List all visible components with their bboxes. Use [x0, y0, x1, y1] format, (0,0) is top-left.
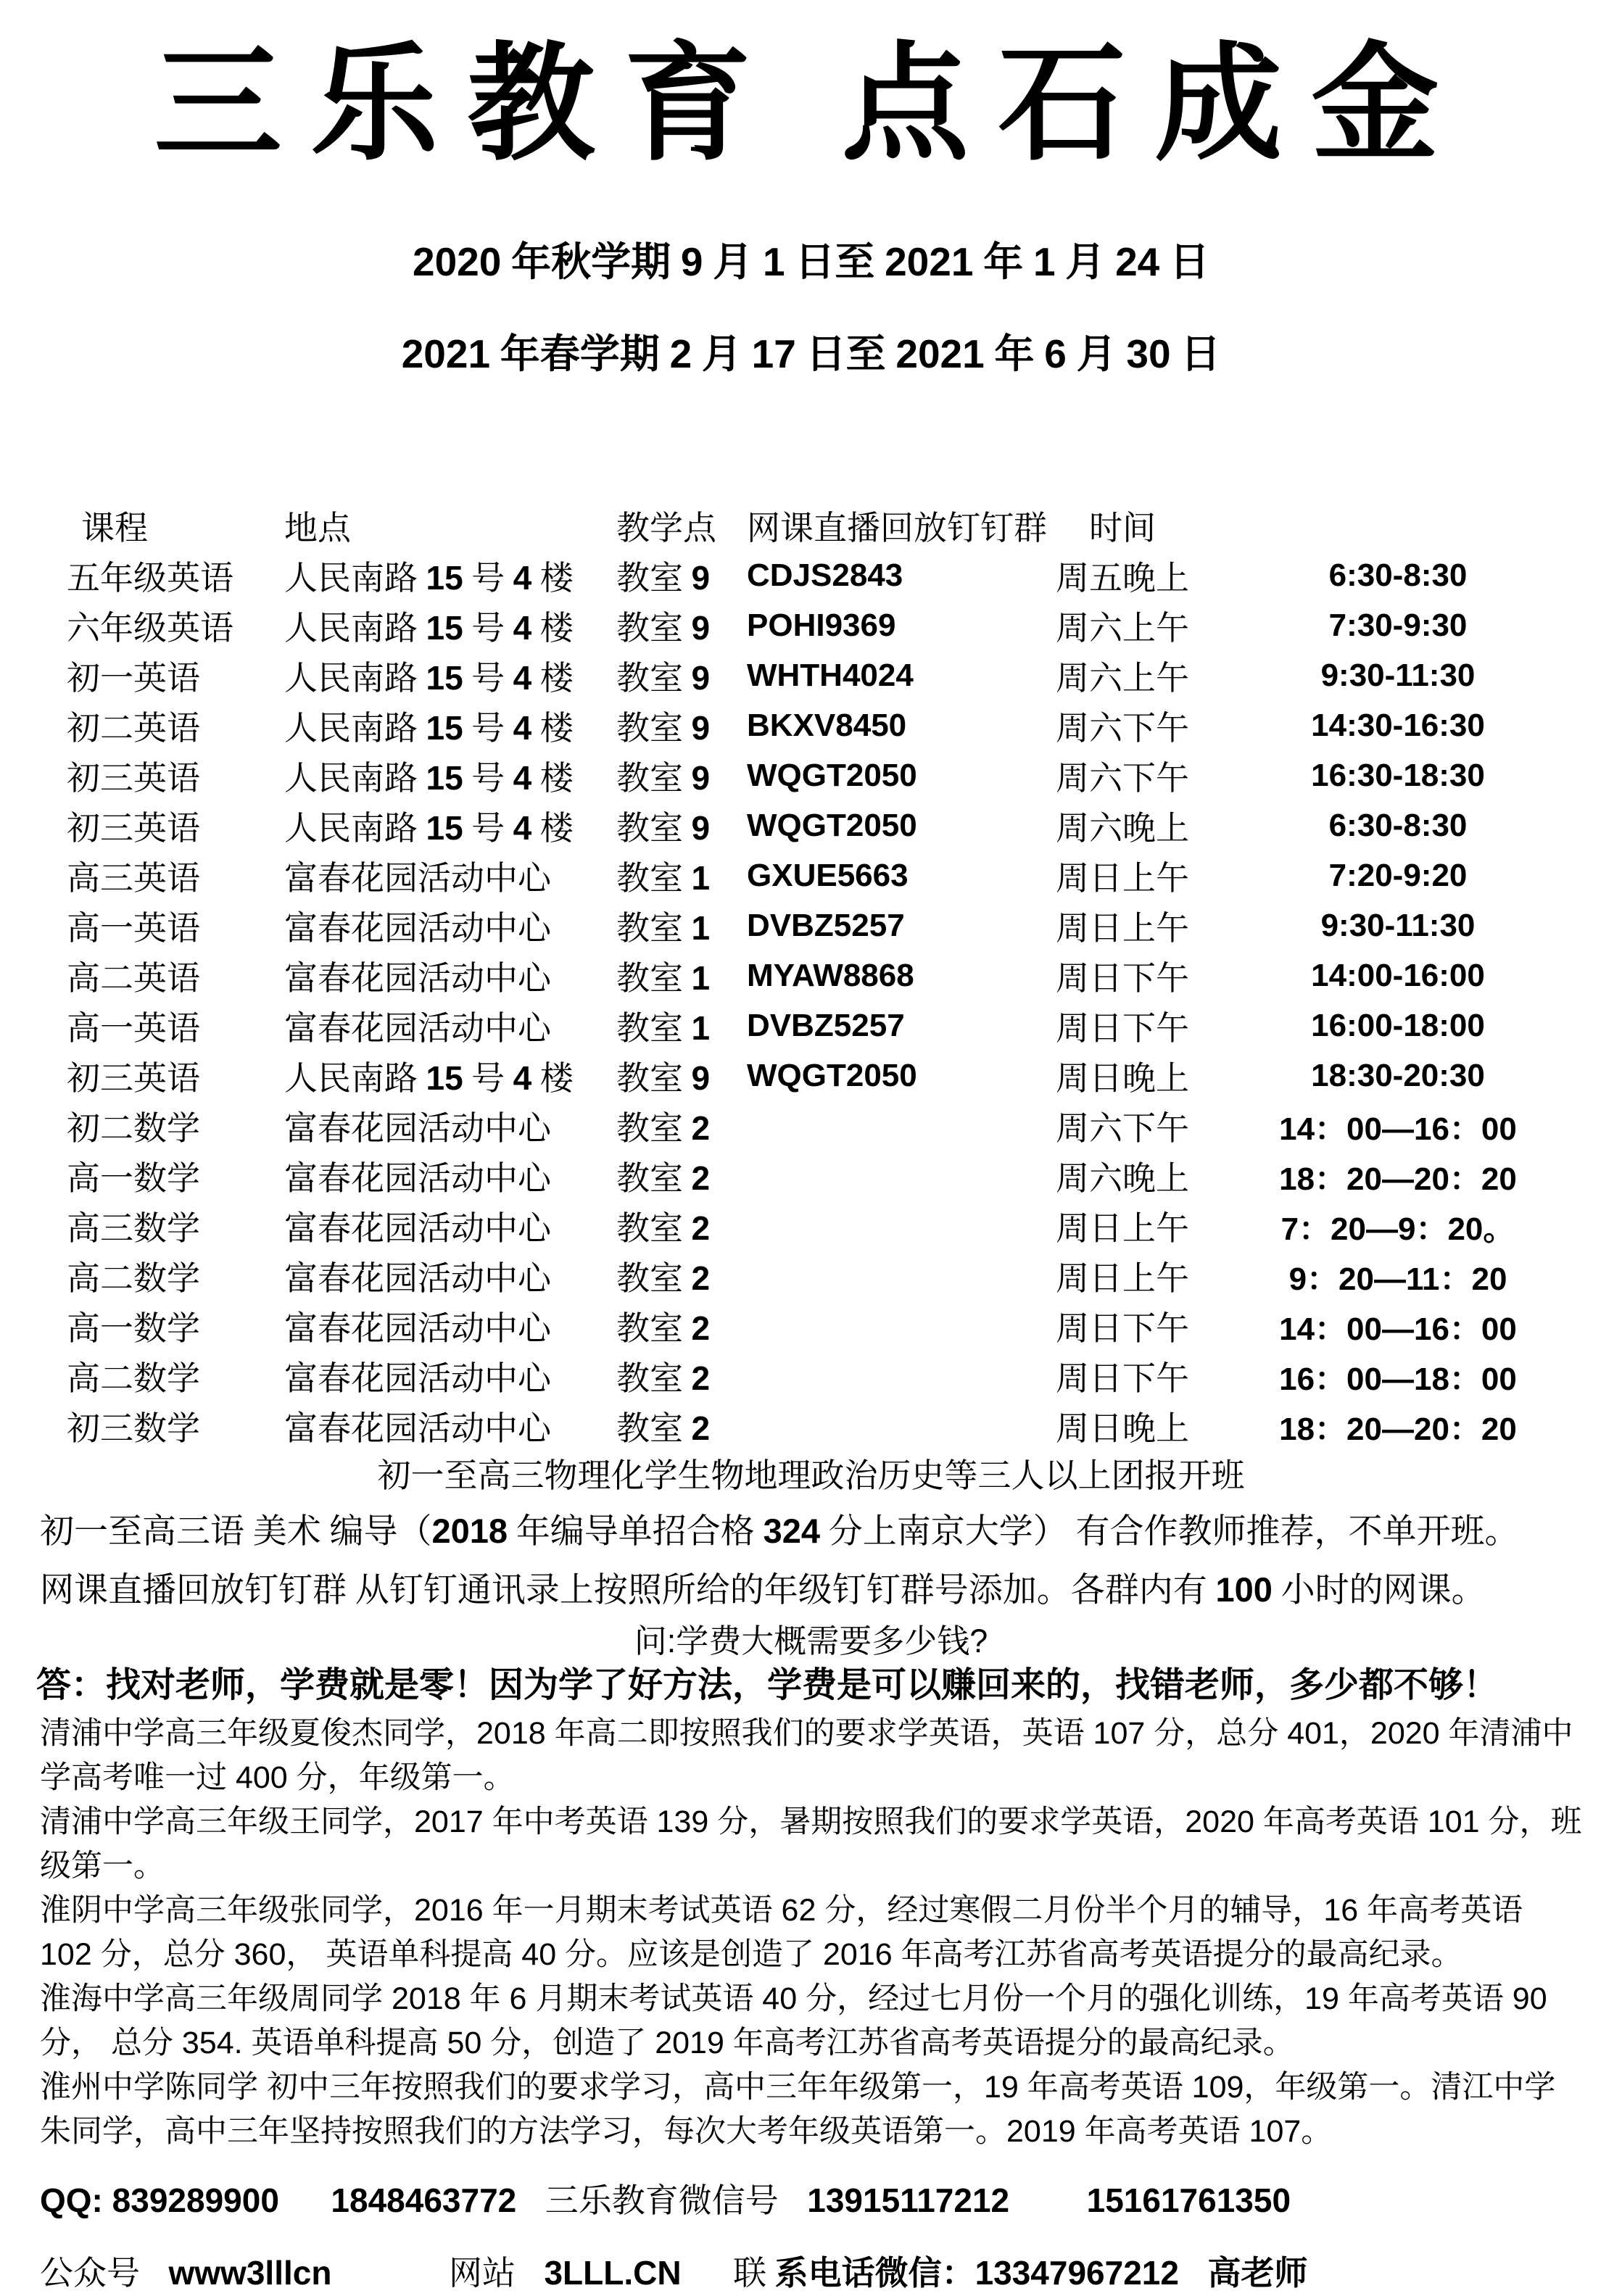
- semester-dates: [0, 216, 1622, 400]
- cell-classroom: 教室 2: [616, 1259, 711, 1297]
- semester-spring-line: 2021 年春学期 2 月 17 日至 2021 年 6 月 30 日: [401, 331, 1221, 376]
- cell-location: 人民南路 15 号 4 楼: [284, 658, 574, 697]
- schedule-table: [41, 500, 1557, 1451]
- website-url: 3LLL.CN: [544, 2254, 682, 2292]
- schedule-row: [41, 850, 1557, 900]
- schedule-row: [41, 1301, 1557, 1351]
- cell-course: 六年级英语: [67, 609, 233, 647]
- cell-dingtalk-group: [747, 1401, 1006, 1451]
- wechat-phone-2: 15161761350: [1086, 2181, 1291, 2219]
- cell-classroom: 教室 2: [616, 1159, 711, 1197]
- schedule-row: [41, 650, 1557, 700]
- cell-dingtalk-group: CDJS2843: [747, 557, 903, 593]
- cell-classroom: 教室 1: [616, 1008, 711, 1047]
- cell-location: 人民南路 15 号 4 楼: [284, 608, 574, 647]
- cell-day: 周日下午: [1056, 959, 1189, 997]
- schedule-body: [41, 550, 1557, 1451]
- cell-course: 五年级英语: [67, 559, 233, 597]
- cell-course: 初三数学: [67, 1409, 200, 1447]
- cell-classroom: 教室 9: [616, 758, 711, 797]
- schedule-row: [41, 750, 1557, 800]
- cell-location: 富春花园活动中心: [284, 1109, 551, 1147]
- schedule-row: [41, 550, 1557, 600]
- cell-dingtalk-group: WQGT2050: [747, 807, 917, 843]
- cell-location: 人民南路 15 号 4 楼: [284, 1058, 574, 1097]
- wechat-phone-1: 13915117212: [807, 2181, 1010, 2219]
- cell-dingtalk-group: WQGT2050: [747, 757, 917, 793]
- cell-dingtalk-group: MYAW8868: [747, 957, 914, 993]
- footer-website-line: [40, 2247, 1582, 2295]
- cell-day: 周日晚上: [1056, 1059, 1189, 1097]
- cell-course: 高三数学: [67, 1209, 200, 1247]
- cell-day: 周六上午: [1056, 659, 1189, 697]
- cell-dingtalk-group: [747, 1101, 1006, 1151]
- schedule-row: [41, 600, 1557, 650]
- cell-time: 14：00—16：00: [1279, 1111, 1517, 1147]
- cell-time: 18：20—20：20: [1279, 1411, 1517, 1447]
- cell-time: 6:30-8:30: [1328, 557, 1468, 593]
- cell-day: 周日晚上: [1056, 1409, 1189, 1447]
- cell-classroom: 教室 9: [616, 558, 711, 597]
- testimonial-wang: 清浦中学高三年级王同学，2017 年中考英语 139 分，暑期按照我们的要求学英语，2020 年高考英语 101 分，班级第一。: [40, 1804, 1582, 1883]
- col-header-time-range: [1238, 500, 1557, 550]
- cell-time: 16:00-18:00: [1311, 1007, 1485, 1043]
- cell-dingtalk-group: BKXV8450: [747, 707, 907, 743]
- group-enroll-note: 初一至高三物理化学生物地理政治历史等三人以上团报开班: [377, 1457, 1245, 1494]
- cell-location: 富春花园活动中心: [284, 1309, 551, 1347]
- col-header-time: 时间: [1089, 509, 1156, 547]
- schedule-row: [41, 1401, 1557, 1451]
- cell-day: 周日上午: [1056, 859, 1189, 897]
- col-header-course: 课程: [81, 509, 148, 547]
- contact-phone-wechat: 系电话微信：13347967212: [774, 2254, 1179, 2292]
- cell-course: 初三英语: [67, 1059, 200, 1097]
- teacher-name: 高老师: [1207, 2254, 1308, 2292]
- cell-dingtalk-group: GXUE5663: [747, 857, 909, 893]
- cell-classroom: 教室 1: [616, 908, 711, 947]
- cell-day: 周六下午: [1056, 709, 1189, 747]
- cell-course: 高一数学: [67, 1159, 200, 1197]
- cell-course: 初二数学: [67, 1109, 200, 1147]
- cell-day: 周日上午: [1056, 909, 1189, 947]
- cell-dingtalk-group: WHTH4024: [747, 657, 914, 693]
- cell-day: 周六下午: [1056, 759, 1189, 797]
- wechat-label: 三乐教育微信号: [545, 2182, 779, 2219]
- cell-course: 高一数学: [67, 1309, 200, 1347]
- schedule-row: [41, 900, 1557, 950]
- schedule-row: [41, 950, 1557, 1000]
- cell-classroom: 教室 1: [616, 958, 711, 997]
- cell-classroom: 教室 2: [616, 1359, 711, 1397]
- official-account-label: 公众号: [40, 2255, 140, 2292]
- cell-classroom: 教室 1: [616, 858, 711, 897]
- col-header-group: 网课直播回放钉钉群: [747, 509, 1047, 547]
- cell-dingtalk-group: [747, 1201, 1006, 1251]
- cell-time: 14:00-16:00: [1311, 957, 1485, 993]
- cell-time: 16:30-18:30: [1311, 757, 1485, 793]
- cell-day: 周日下午: [1056, 1309, 1189, 1347]
- cell-time: 18:30-20:30: [1311, 1057, 1485, 1093]
- cell-location: 人民南路 15 号 4 楼: [284, 758, 574, 797]
- cell-course: 高二数学: [67, 1359, 200, 1397]
- tuition-question: 问:学费大概需要多少钱?: [634, 1622, 988, 1659]
- cell-location: 富春花园活动中心: [284, 1409, 551, 1447]
- cell-time: 14:30-16:30: [1311, 707, 1485, 743]
- cell-course: 初三英语: [67, 809, 200, 847]
- cell-location: 人民南路 15 号 4 楼: [284, 558, 574, 597]
- cell-location: 富春花园活动中心: [284, 909, 551, 947]
- official-account-id: www3lllcn: [168, 2254, 332, 2292]
- cell-classroom: 教室 9: [616, 708, 711, 747]
- cell-location: 富春花园活动中心: [284, 1259, 551, 1297]
- schedule-header-row: [41, 500, 1557, 550]
- art-course-note: 初一至高三语 美术 编导（2018 年编导单招合格 324 分上南京大学） 有合作教师推荐，不单开班。: [40, 1512, 1519, 1551]
- testimonial-xiajunjie: 清浦中学高三年级夏俊杰同学，2018 年高二即按照我们的要求学英语，英语 107 分，总分 401，2020 年清浦中学高考唯一过 400 分，年级第一。: [40, 1716, 1573, 1795]
- testimonial-zhou: 淮海中学高三年级周同学 2018 年 6 月期末考试英语 40 分，经过七月份一个月的强化训练，19 年高考英语 90 分， 总分 354. 英语单科提高 50 分，创造了 2019 年高考江苏省高考英语提分的最高纪录。: [40, 1981, 1547, 2060]
- cell-time: 9:30-11:30: [1320, 907, 1476, 943]
- cell-course: 高二英语: [67, 959, 200, 997]
- schedule-row: [41, 800, 1557, 850]
- cell-course: 初二英语: [67, 709, 200, 747]
- testimonials-section: [40, 1712, 1582, 2154]
- cell-day: 周日下午: [1056, 1359, 1189, 1397]
- cell-location: 人民南路 15 号 4 楼: [284, 808, 574, 847]
- cell-day: 周六晚上: [1056, 809, 1189, 847]
- cell-course: 初一英语: [67, 659, 200, 697]
- cell-dingtalk-group: DVBZ5257: [747, 1007, 905, 1043]
- cell-location: 富春花园活动中心: [284, 1159, 551, 1197]
- cell-time: 18：20—20：20: [1279, 1161, 1517, 1197]
- cell-course: 高二数学: [67, 1259, 200, 1297]
- cell-time: 9:30-11:30: [1320, 657, 1476, 693]
- schedule-row: [41, 1251, 1557, 1301]
- schedule-row: [41, 1000, 1557, 1050]
- cell-course: 初三英语: [67, 759, 200, 797]
- cell-location: 富春花园活动中心: [284, 959, 551, 997]
- schedule-row: [41, 700, 1557, 750]
- cell-classroom: 教室 9: [616, 1058, 711, 1097]
- cell-classroom: 教室 2: [616, 1209, 711, 1247]
- cell-time: 9：20—11：20: [1288, 1261, 1507, 1297]
- schedule-row: [41, 1101, 1557, 1151]
- dingtalk-note: 网课直播回放钉钉群 从钉钉通讯录上按照所给的年级钉钉群号添加。各群内有 100 小时的网课。: [40, 1570, 1486, 1609]
- website-label: 网站: [448, 2255, 516, 2292]
- col-header-classroom: 教学点: [616, 509, 716, 547]
- page-title: 三乐教育 点石成金: [154, 35, 1468, 176]
- cell-dingtalk-group: POHI9369: [747, 607, 896, 643]
- cell-day: 周日下午: [1056, 1009, 1189, 1047]
- testimonial-zhang: 淮阴中学高三年级张同学，2016 年一月期末考试英语 62 分，经过寒假二月份半个月的辅导，16 年高考英语 102 分，总分 360， 英语单科提高 40 分。应该是创造了 2016 年高考江苏省高考英语提分的最高纪录。: [40, 1893, 1523, 1972]
- col-header-location: 地点: [284, 509, 351, 547]
- cell-location: 富春花园活动中心: [284, 1009, 551, 1047]
- cell-day: 周六下午: [1056, 1109, 1189, 1147]
- cell-time: 7:20-9:20: [1328, 857, 1468, 893]
- cell-classroom: 教室 9: [616, 608, 711, 647]
- cell-location: 富春花园活动中心: [284, 1359, 551, 1397]
- cell-dingtalk-group: [747, 1151, 1006, 1201]
- schedule-row: [41, 1351, 1557, 1401]
- schedule-row: [41, 1050, 1557, 1101]
- cell-classroom: 教室 2: [616, 1108, 711, 1147]
- cell-day: 周六晚上: [1056, 1159, 1189, 1197]
- schedule-row: [41, 1201, 1557, 1251]
- schedule-row: [41, 1151, 1557, 1201]
- cell-day: 周日上午: [1056, 1209, 1189, 1247]
- cell-day: 周日上午: [1056, 1259, 1189, 1297]
- cell-location: 富春花园活动中心: [284, 859, 551, 897]
- cell-dingtalk-group: WQGT2050: [747, 1057, 917, 1093]
- cell-time: 6:30-8:30: [1328, 807, 1468, 843]
- footer-contacts-line: [40, 2174, 1582, 2222]
- cell-classroom: 教室 2: [616, 1409, 711, 1447]
- cell-time: 7：20—9：20。: [1280, 1211, 1515, 1247]
- testimonial-chen-zhu: 淮州中学陈同学 初中三年按照我们的要求学习，高中三年年级第一，19 年高考英语 109，年级第一。清江中学朱同学，高中三年坚持按照我们的方法学习，每次大考年级英语第一。2019 年高考英语 107。: [40, 2070, 1556, 2149]
- cell-day: 周五晚上: [1056, 559, 1189, 597]
- cell-location: 人民南路 15 号 4 楼: [284, 708, 574, 747]
- cell-classroom: 教室 9: [616, 808, 711, 847]
- qq-number-2: 1848463772: [331, 2181, 517, 2219]
- cell-time: 14：00—16：00: [1279, 1311, 1517, 1347]
- cell-classroom: 教室 9: [616, 658, 711, 697]
- cell-dingtalk-group: [747, 1301, 1006, 1351]
- cell-dingtalk-group: [747, 1251, 1006, 1301]
- cell-course: 高一英语: [67, 1009, 200, 1047]
- cell-classroom: 教室 2: [616, 1309, 711, 1347]
- cell-day: 周六上午: [1056, 609, 1189, 647]
- cell-dingtalk-group: [747, 1351, 1006, 1401]
- qq-numbers: QQ: 839289900: [40, 2181, 279, 2219]
- schedule-header: [41, 500, 1557, 550]
- tuition-answer: 答：找对老师，学费就是零！因为学了好方法，学费是可以赚回来的，找错老师，多少都不够！: [36, 1666, 1499, 1704]
- contact-phone-prefix: 联: [733, 2255, 767, 2292]
- cell-dingtalk-group: DVBZ5257: [747, 907, 905, 943]
- cell-location: 富春花园活动中心: [284, 1209, 551, 1247]
- cell-time: 7:30-9:30: [1328, 607, 1468, 643]
- cell-time: 16：00—18：00: [1279, 1361, 1517, 1397]
- semester-fall-line: 2020 年秋学期 9 月 1 日至 2021 年 1 月 24 日: [412, 239, 1210, 284]
- cell-course: 高三英语: [67, 859, 200, 897]
- cell-course: 高一英语: [67, 909, 200, 947]
